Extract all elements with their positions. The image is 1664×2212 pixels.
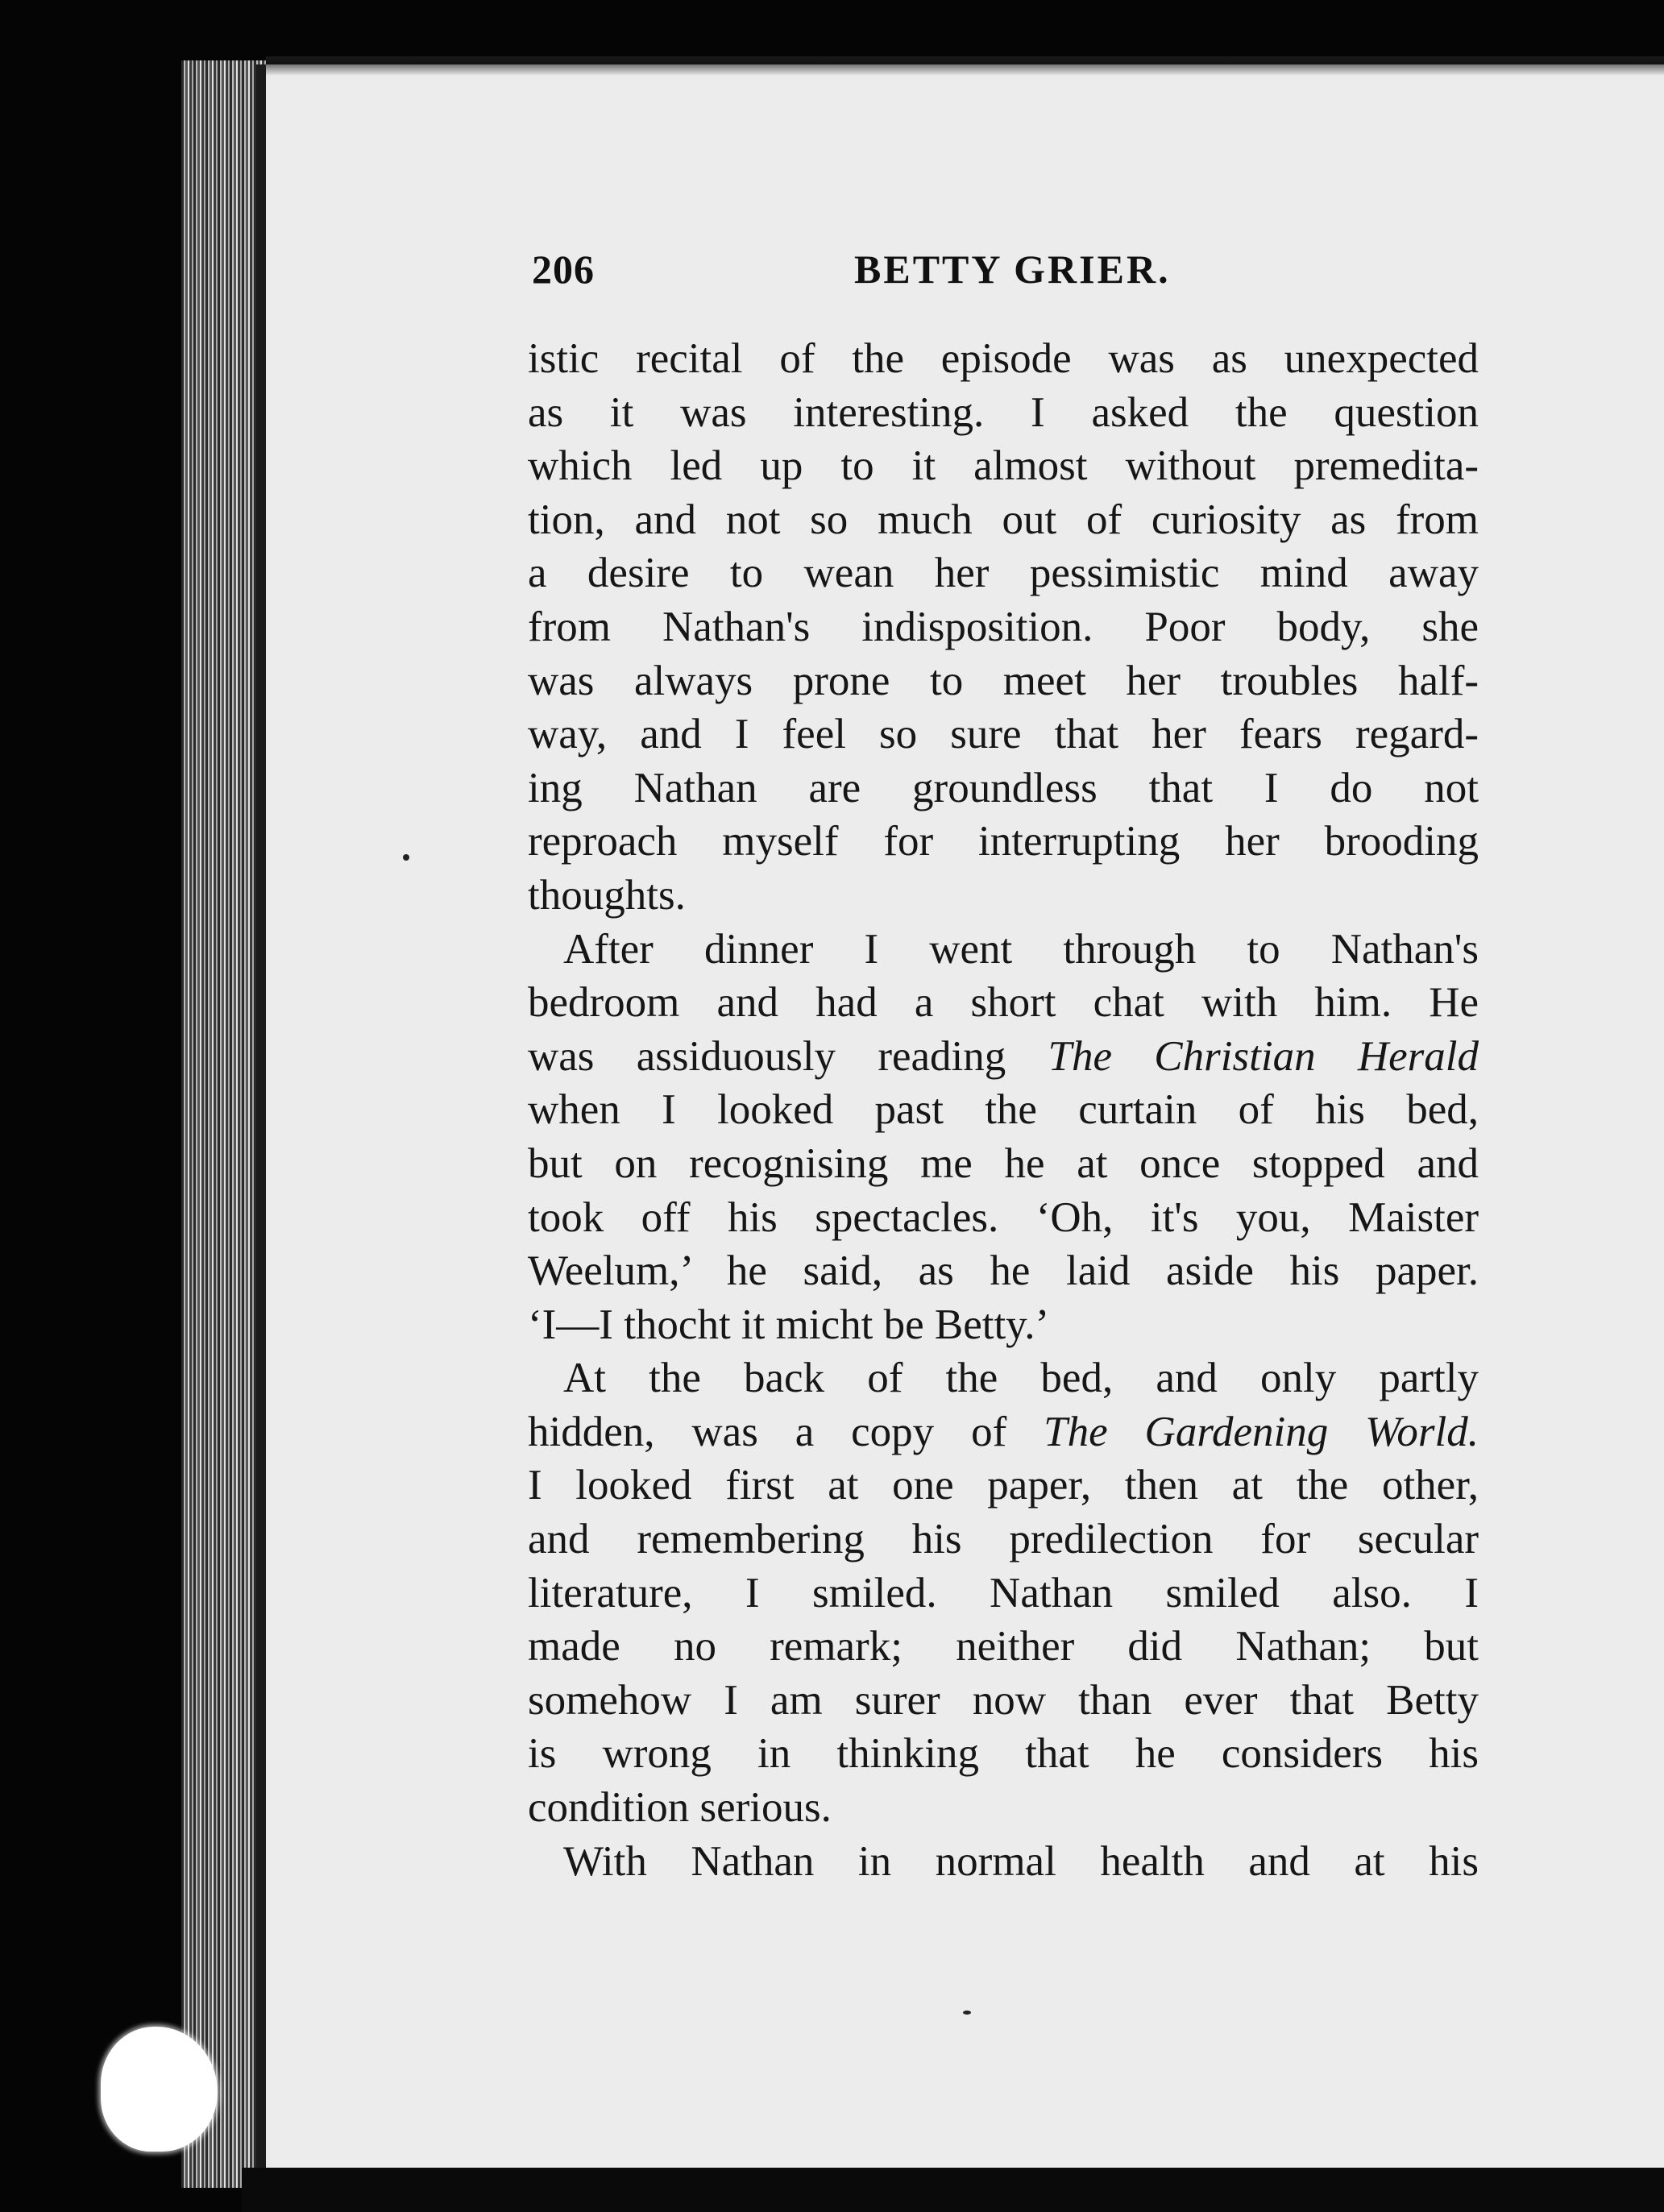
- page-number: 206: [532, 247, 595, 292]
- text-line: made no remark; neither did Nathan; but: [528, 1623, 1479, 1670]
- text-line-with-title: [528, 1030, 1479, 1084]
- text-line: but on recognising me he at once stopped and: [528, 1139, 1479, 1187]
- text-line: Weelum,’ he said, as he laid aside his paper.: [528, 1247, 1479, 1295]
- running-head: [532, 246, 1176, 302]
- text-segment: was assiduously reading: [528, 1032, 1006, 1080]
- text-line: when I looked past the curtain of his bed,: [528, 1086, 1479, 1134]
- text-line: way, and I feel so sure that her fears regard-: [528, 711, 1479, 758]
- text-line: a desire to wean her pessimistic mind away: [528, 550, 1479, 597]
- scan-bottom-border: [242, 2168, 1664, 2212]
- ink-speck: [403, 854, 409, 861]
- text-line: somehow I am surer now than ever that Betty: [528, 1676, 1479, 1724]
- periodical-title: The Gardening World.: [1044, 1408, 1479, 1455]
- text-segment: hidden, was a copy of: [528, 1408, 1007, 1455]
- running-title: BETTY GRIER.: [854, 247, 1171, 292]
- text-line: is wrong in thinking that he considers his: [528, 1730, 1479, 1778]
- text-line: With Nathan in normal health and at his: [563, 1837, 1479, 1885]
- text-line: took off his spectacles. ‘Oh, it's you, Maister: [528, 1193, 1479, 1241]
- text-line: condition serious.: [528, 1784, 832, 1832]
- text-line: was always prone to meet her troubles half-: [528, 657, 1479, 704]
- periodical-title: The Christian Herald: [1048, 1032, 1479, 1080]
- text-line: bedroom and had a short chat with him. He: [528, 979, 1479, 1027]
- text-line: tion, and not so much out of curiosity as from: [528, 496, 1479, 543]
- text-line: literature, I smiled. Nathan smiled also. I: [528, 1569, 1479, 1616]
- text-line: ‘I—I thocht it micht be Betty.’: [528, 1301, 1050, 1348]
- page-top-shadow: [266, 56, 1664, 76]
- book-page-edges: [181, 60, 266, 2188]
- text-line: and remembering his predilection for secular: [528, 1516, 1479, 1563]
- text-line: as it was interesting. I asked the question: [528, 388, 1479, 436]
- text-line: which led up to it almost without premedita-: [528, 442, 1479, 490]
- text-line: ing Nathan are groundless that I do not: [528, 764, 1479, 811]
- text-line: I looked first at one paper, then at the other,: [528, 1462, 1479, 1509]
- text-line-with-title: [528, 1405, 1479, 1459]
- text-line: thoughts.: [528, 871, 686, 919]
- text-line: reproach myself for interrupting her brooding: [528, 818, 1479, 865]
- text-line: After dinner I went through to Nathan's: [563, 925, 1479, 973]
- text-line: At the back of the bed, and only partly: [563, 1355, 1479, 1402]
- text-line: istic recital of the episode was as unexpected: [528, 335, 1479, 382]
- text-line: from Nathan's indisposition. Poor body, she: [528, 603, 1479, 650]
- ink-speck: [963, 2011, 971, 2015]
- body-text: [528, 332, 1479, 1888]
